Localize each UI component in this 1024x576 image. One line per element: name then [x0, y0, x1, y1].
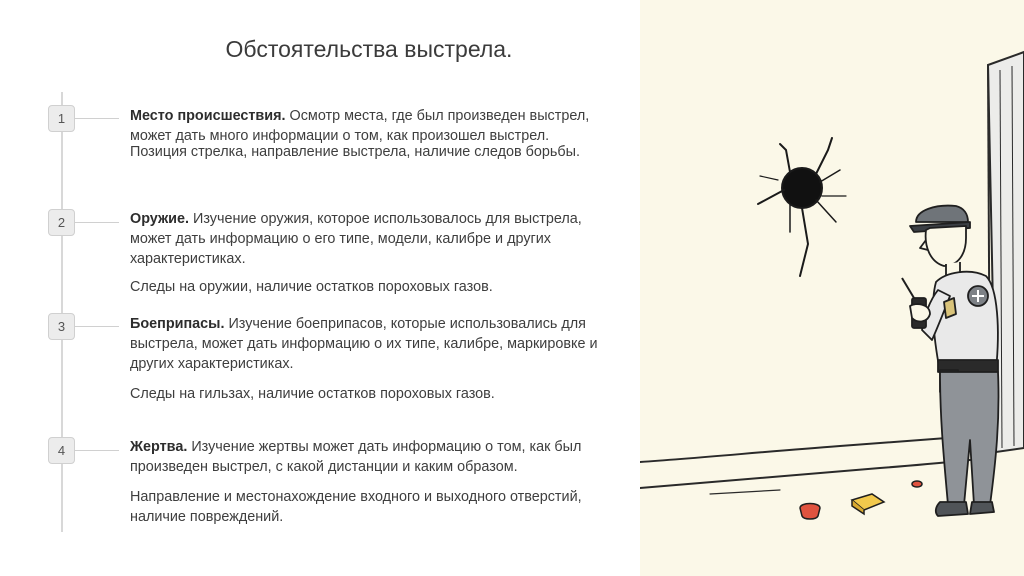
- step-heading-2: Оружие.: [130, 211, 190, 227]
- step-item-2: [130, 209, 610, 297]
- step-connector-2: [75, 222, 119, 223]
- step-marker-4: 4: [48, 437, 75, 464]
- step-marker-2: 2: [48, 209, 75, 236]
- evidence-markers-icon: [800, 481, 922, 519]
- slide-title: Обстоятельства выстрела.: [225, 36, 513, 62]
- step-item-4: [130, 437, 610, 527]
- step-heading-1: Место происшествия.: [130, 108, 286, 124]
- step-connector-4: [75, 450, 119, 451]
- illustration-panel: [640, 0, 1024, 576]
- step-item-1: [130, 106, 610, 162]
- step-connector-3: [75, 326, 119, 327]
- step-body-3: Изучение боеприпасов, которые использовались для выстрела, может дать информацию о их типе, калибре, маркировке и других характеристиках.: [130, 316, 598, 372]
- bullet-hole-icon: [758, 138, 846, 276]
- step-detail-3: Следы на гильзах, наличие остатков пороховых газов.: [130, 386, 495, 402]
- step-heading-4: Жертва.: [130, 439, 188, 455]
- step-detail-1: Позиция стрелка, направление выстрела, наличие следов борьбы.: [130, 144, 580, 160]
- step-text-2: [130, 209, 610, 269]
- timeline-line: [61, 92, 63, 532]
- step-marker-3: 3: [48, 313, 75, 340]
- step-detail-2: Следы на оружии, наличие остатков пороховых газов.: [130, 279, 493, 295]
- step-body-1: Осмотр места, где был произведен выстрел, может дать много информации о том, как произошел выстрел.: [130, 108, 590, 144]
- step-heading-3: Боеприпасы.: [130, 316, 225, 332]
- step-text-3: [130, 314, 610, 374]
- step-item-3: [130, 314, 610, 404]
- step-connector-1: [75, 118, 119, 119]
- step-body-2: Изучение оружия, которое использовалось для выстрела, может дать информацию о его типе, модели, калибре и других характеристиках.: [130, 211, 582, 267]
- step-text-1: [130, 106, 610, 146]
- step-text-4: [130, 437, 610, 477]
- guard-illustration: [640, 0, 1024, 576]
- security-guard-icon: [902, 206, 999, 516]
- step-body-4: Изучение жертвы может дать информацию о том, как был произведен выстрел, с какой дистанции и каким образом.: [130, 439, 582, 475]
- step-marker-1: 1: [48, 105, 75, 132]
- step-detail-4: Направление и местонахождение входного и выходного отверстий, наличие повреждений.: [130, 489, 582, 525]
